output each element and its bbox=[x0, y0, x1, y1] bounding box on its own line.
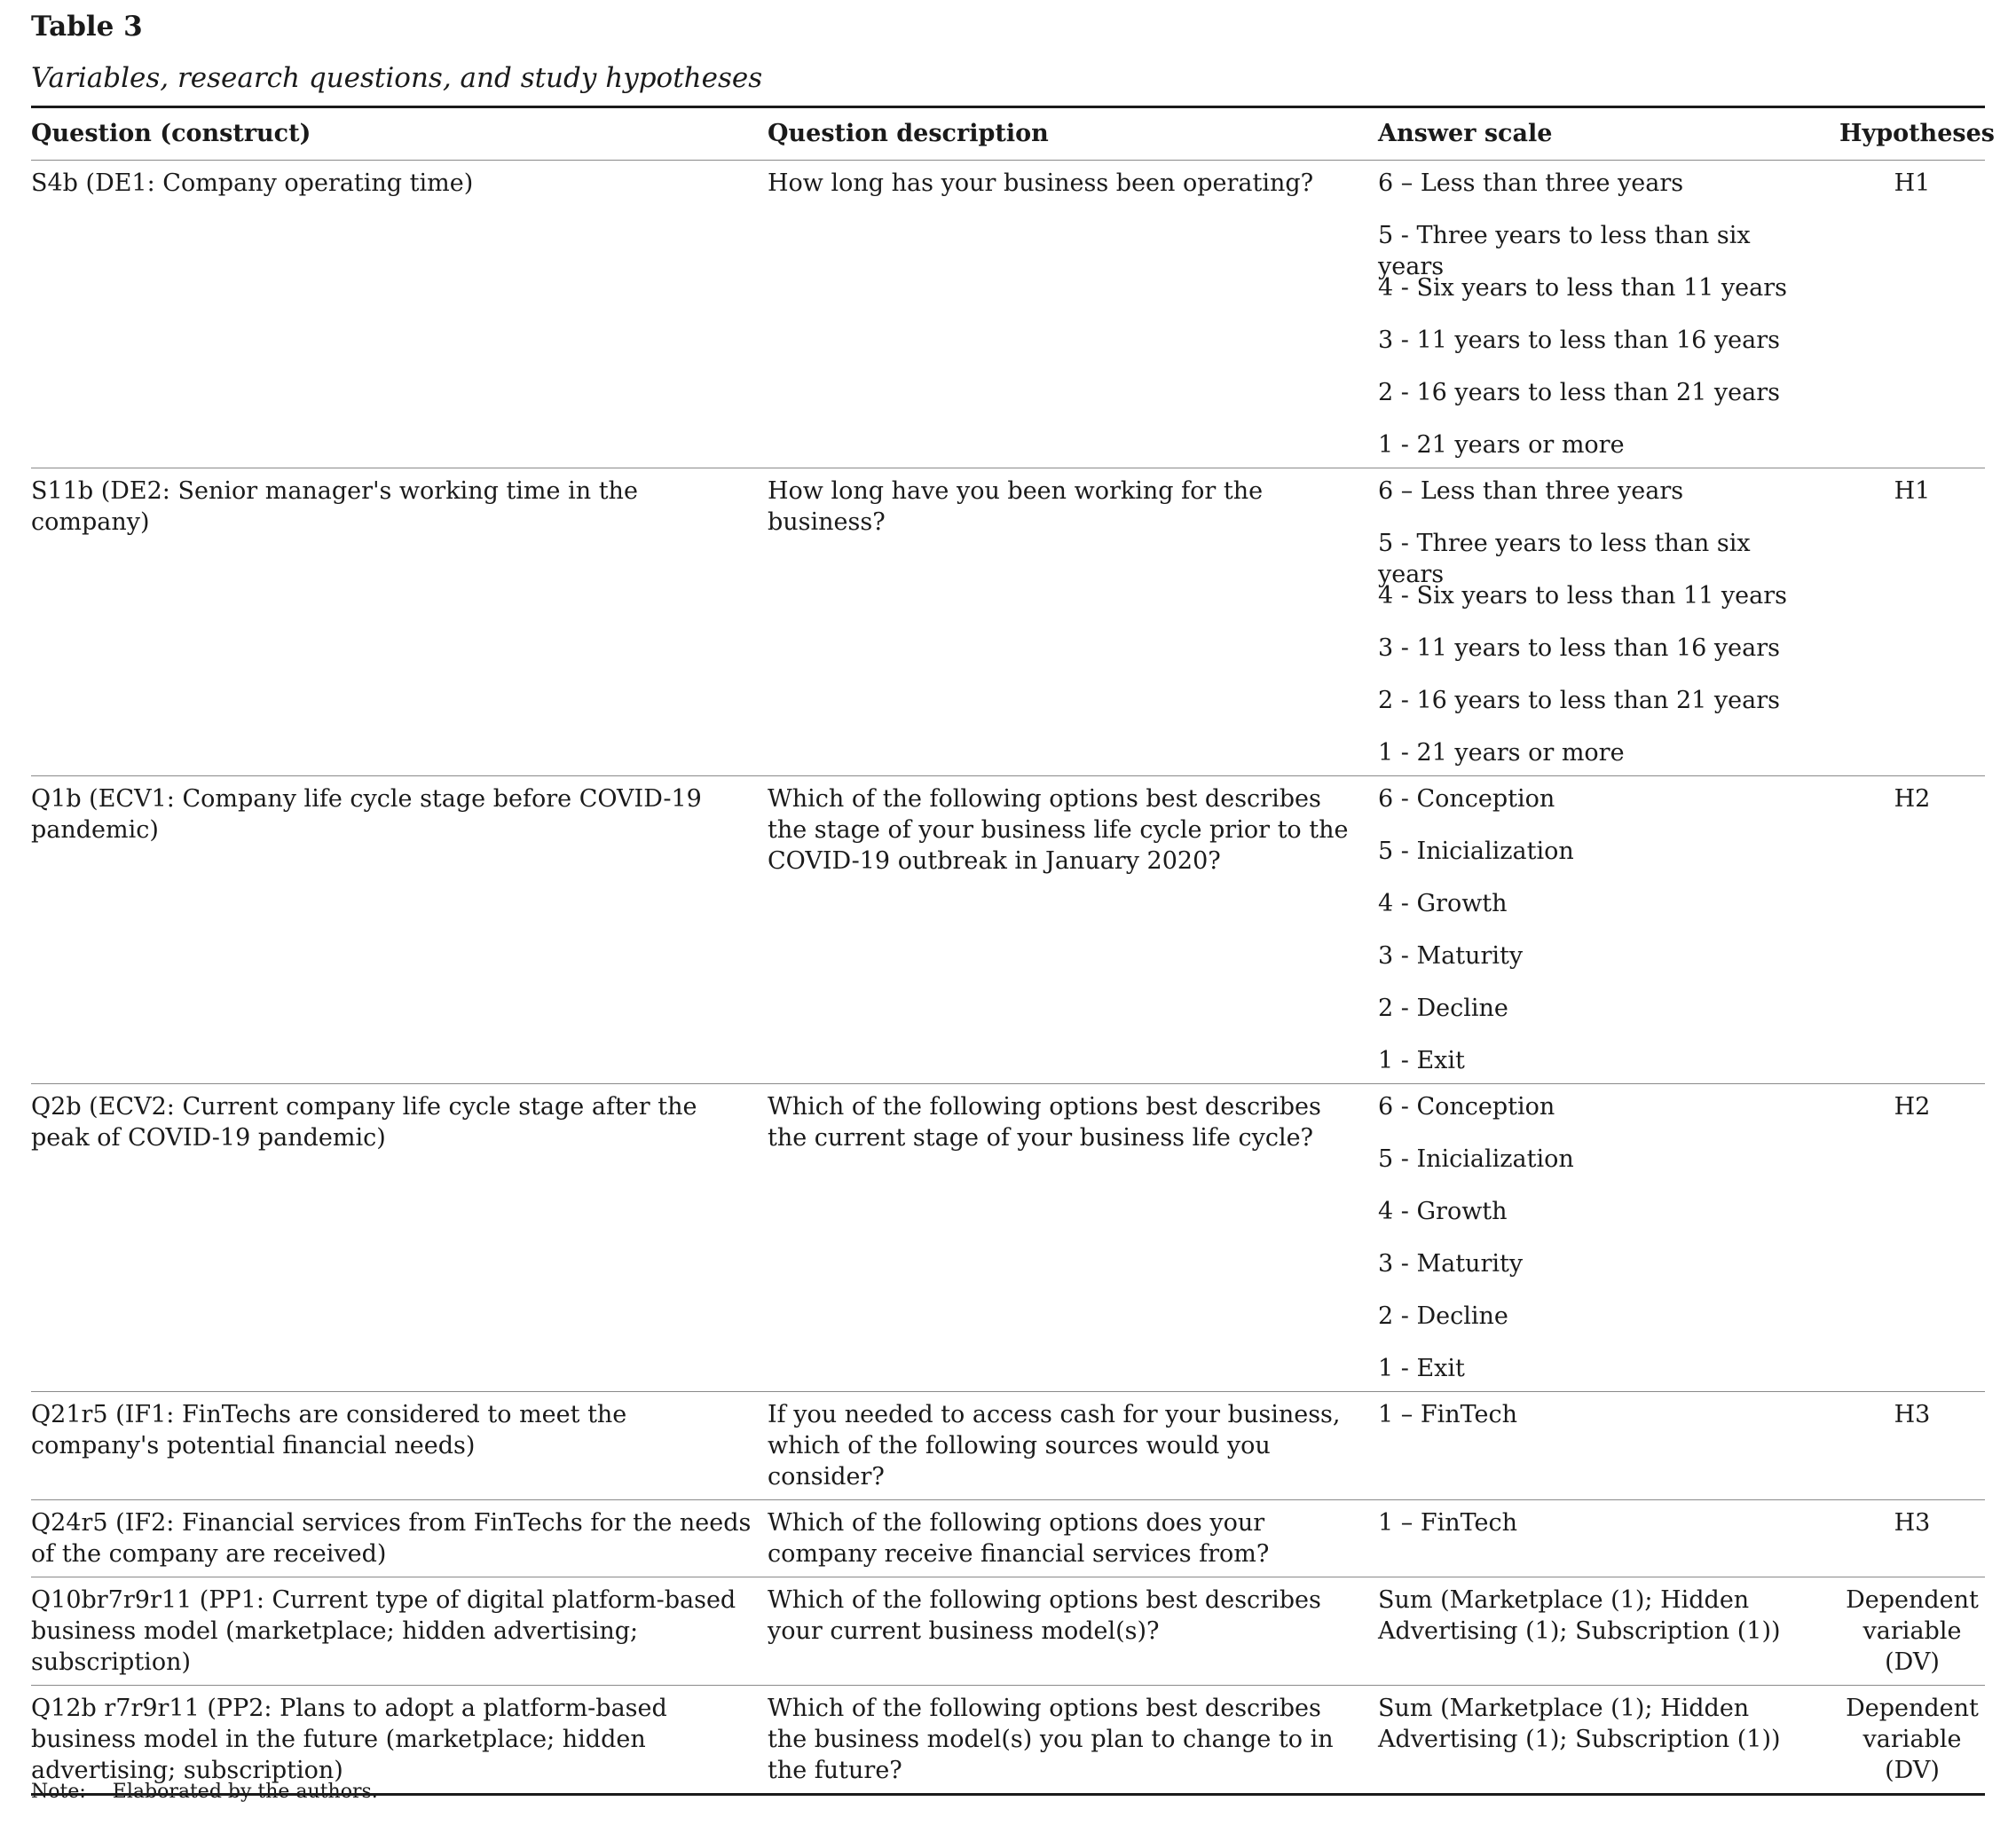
table-row bbox=[31, 1392, 1985, 1500]
cell-hypothesis: H3 bbox=[1894, 1401, 1931, 1428]
scale-option: 5 - Three years to less than six years bbox=[1378, 530, 1751, 588]
cell-scale bbox=[1378, 1392, 1839, 1500]
scale-option: 1 – FinTech bbox=[1378, 1509, 1518, 1537]
cell-description: Which of the following options best describes the current stage of your business life cycle? bbox=[768, 1093, 1321, 1152]
scale-option: 1 - 21 years or more bbox=[1378, 739, 1625, 767]
table-caption: Variables, research questions, and study hypotheses bbox=[31, 62, 763, 94]
scale-option: 3 - Maturity bbox=[1378, 1250, 1524, 1278]
cell-hypothesis: H1 bbox=[1894, 169, 1931, 197]
scale-option: 5 - Inicialization bbox=[1378, 1145, 1574, 1173]
cell-scale bbox=[1378, 161, 1839, 468]
table-body bbox=[31, 161, 1985, 1795]
scale-option: 4 - Six years to less than 11 years bbox=[1378, 274, 1788, 302]
table-label: Table 3 bbox=[31, 11, 143, 43]
table-row bbox=[31, 468, 1985, 776]
scale-option: 1 - Exit bbox=[1378, 1047, 1465, 1074]
header-hypotheses: Hypotheses bbox=[1839, 119, 1995, 147]
scale-option: 4 - Growth bbox=[1378, 890, 1508, 917]
table-note bbox=[31, 1779, 378, 1805]
scale-option: 3 - Maturity bbox=[1378, 942, 1524, 970]
header-construct: Question (construct) bbox=[31, 119, 311, 147]
cell-description: How long have you been working for the business? bbox=[768, 477, 1264, 536]
cell-scale bbox=[1378, 1577, 1839, 1686]
scale-option: 6 – Less than three years bbox=[1378, 477, 1684, 505]
note-text: Elaborated by the authors. bbox=[112, 1781, 378, 1803]
cell-hypothesis: Dependent variable (DV) bbox=[1846, 1586, 1979, 1676]
scale-option: 1 - Exit bbox=[1378, 1355, 1465, 1382]
scale-option: 6 - Conception bbox=[1378, 1093, 1555, 1121]
scale-option: 2 - Decline bbox=[1378, 1302, 1508, 1330]
note-label: Note: bbox=[31, 1781, 86, 1803]
scale-option: 3 - 11 years to less than 16 years bbox=[1378, 326, 1781, 354]
cell-hypothesis: Dependent variable (DV) bbox=[1846, 1695, 1979, 1784]
cell-description: Which of the following options best describes the stage of your business life cycle prior to the COVID-19 outbreak in January 2020? bbox=[768, 785, 1349, 875]
cell-construct: Q1b (ECV1: Company life cycle stage before COVID-19 pandemic) bbox=[31, 785, 702, 844]
cell-construct: S4b (DE1: Company operating time) bbox=[31, 169, 474, 197]
scale-option: 2 - Decline bbox=[1378, 995, 1508, 1022]
table-row bbox=[31, 776, 1985, 1084]
cell-hypothesis: H2 bbox=[1894, 1093, 1931, 1121]
cell-construct: Q21r5 (IF1: FinTechs are considered to meet the company's potential financial needs) bbox=[31, 1401, 627, 1459]
cell-scale bbox=[1378, 1686, 1839, 1795]
cell-scale bbox=[1378, 1084, 1839, 1392]
cell-hypothesis: H3 bbox=[1894, 1509, 1931, 1537]
scale-option: 5 - Inicialization bbox=[1378, 838, 1574, 865]
cell-construct: Q12b r7r9r11 (PP2: Plans to adopt a platform-based business model in the future (marketplace; hidden advertising; subscription) bbox=[31, 1695, 667, 1784]
scale-option: 4 - Growth bbox=[1378, 1198, 1508, 1225]
scale-option: 1 - 21 years or more bbox=[1378, 431, 1625, 459]
table-row bbox=[31, 1577, 1985, 1686]
cell-hypothesis: H2 bbox=[1894, 785, 1931, 813]
table-row bbox=[31, 1084, 1985, 1392]
cell-description: Which of the following options best describes your current business model(s)? bbox=[768, 1586, 1321, 1645]
cell-scale bbox=[1378, 468, 1839, 776]
scale-option: 2 - 16 years to less than 21 years bbox=[1378, 379, 1781, 406]
cell-description: Which of the following options does your company receive financial services from? bbox=[768, 1509, 1270, 1568]
scale-option: Sum (Marketplace (1); Hidden Advertising (1); Subscription (1)) bbox=[1378, 1695, 1781, 1753]
cell-construct: Q10br7r9r11 (PP1: Current type of digital platform-based business model (marketplace; hidden advertising; subscription) bbox=[31, 1586, 736, 1676]
cell-scale bbox=[1378, 776, 1839, 1084]
scale-option: 1 – FinTech bbox=[1378, 1401, 1518, 1428]
scale-option: Sum (Marketplace (1); Hidden Advertising (1); Subscription (1)) bbox=[1378, 1586, 1781, 1645]
scale-option: 5 - Three years to less than six years bbox=[1378, 222, 1751, 280]
cell-construct: Q24r5 (IF2: Financial services from FinTechs for the needs of the company are received) bbox=[31, 1509, 752, 1568]
variables-table bbox=[31, 106, 1995, 1796]
header-description: Question description bbox=[768, 119, 1049, 147]
cell-hypothesis: H1 bbox=[1894, 477, 1931, 505]
table-row bbox=[31, 161, 1985, 468]
cell-construct: S11b (DE2: Senior manager's working time in the company) bbox=[31, 477, 638, 536]
cell-description: If you needed to access cash for your business, which of the following sources would you consider? bbox=[768, 1401, 1341, 1491]
scale-option: 6 - Conception bbox=[1378, 785, 1555, 813]
scale-option: 6 – Less than three years bbox=[1378, 169, 1684, 197]
cell-description: How long has your business been operating? bbox=[768, 169, 1314, 197]
header-scale: Answer scale bbox=[1378, 119, 1553, 147]
cell-construct: Q2b (ECV2: Current company life cycle stage after the peak of COVID-19 pandemic) bbox=[31, 1093, 697, 1152]
table-row bbox=[31, 1500, 1985, 1577]
scale-option: 3 - 11 years to less than 16 years bbox=[1378, 634, 1781, 662]
cell-scale bbox=[1378, 1500, 1839, 1577]
scale-option: 4 - Six years to less than 11 years bbox=[1378, 582, 1788, 610]
cell-description: Which of the following options best describes the business model(s) you plan to change to in the future? bbox=[768, 1695, 1334, 1784]
scale-option: 2 - 16 years to less than 21 years bbox=[1378, 687, 1781, 714]
table-header-row bbox=[31, 107, 1985, 161]
